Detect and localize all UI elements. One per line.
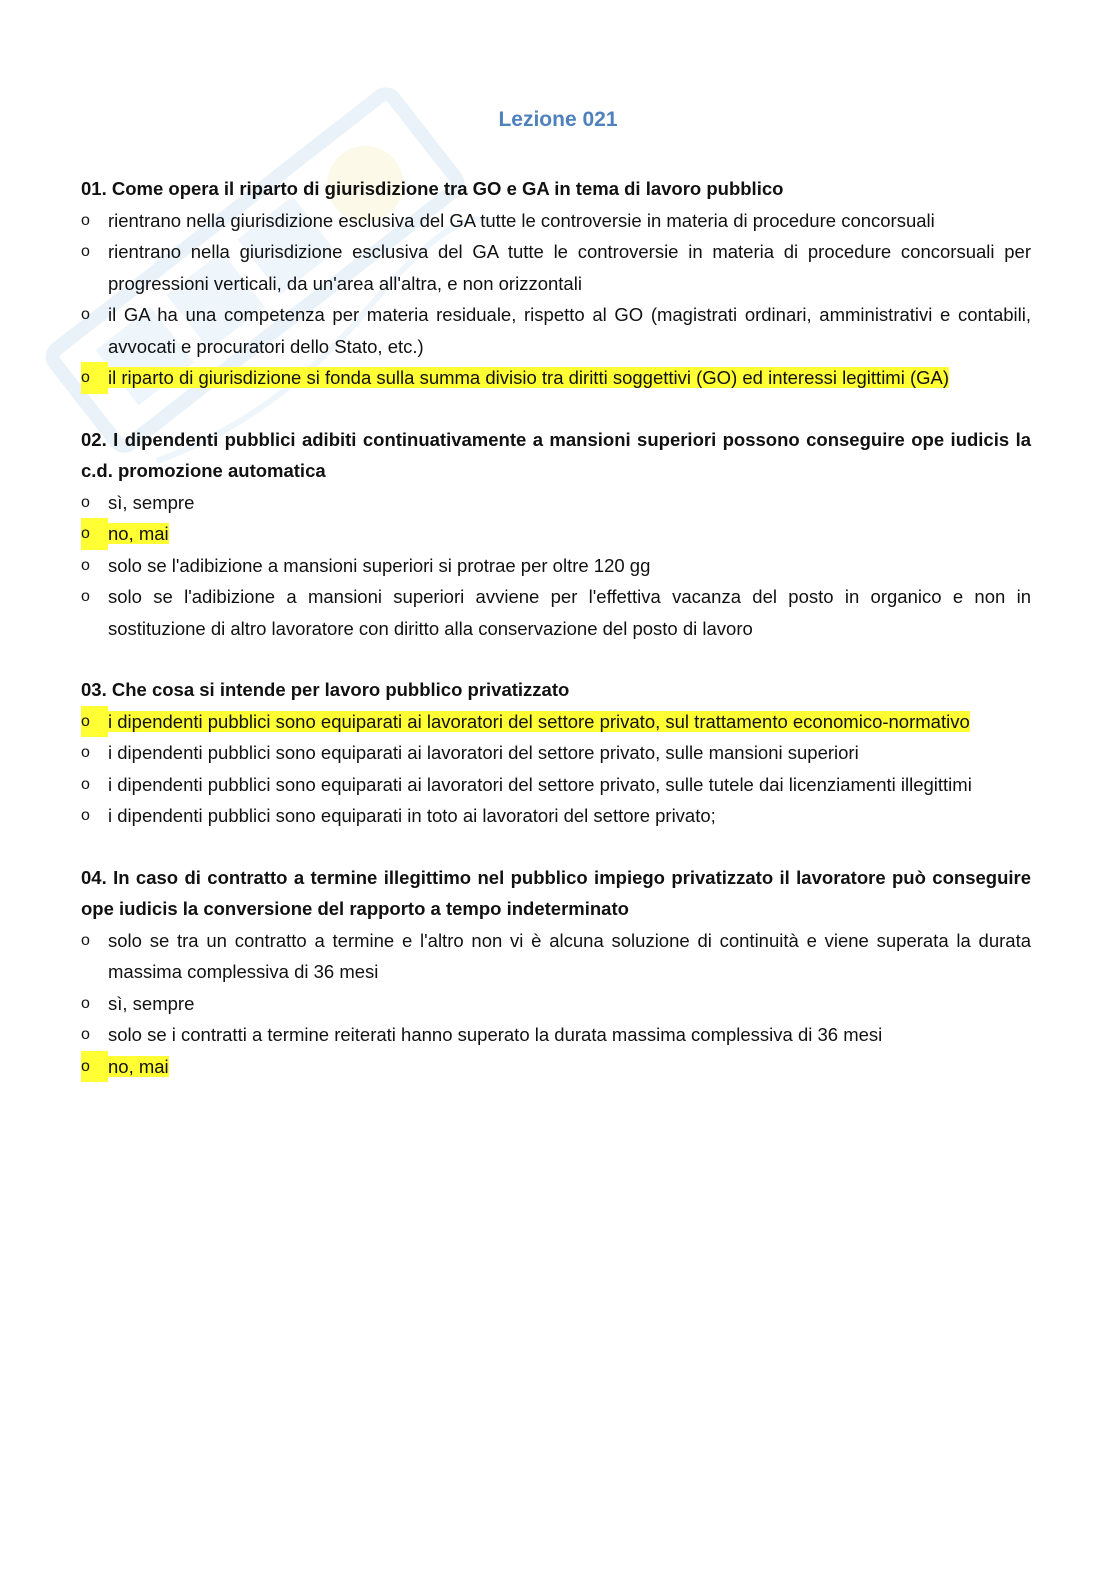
answer-option[interactable]: [81, 988, 1031, 1020]
bullet-circle-icon: o: [81, 556, 90, 574]
question-text: 04. In caso di contratto a termine illegittimo nel pubblico impiego privatizzato il lavoratore può conseguire ope iudicis la conversione del rapporto a tempo indeterminato: [81, 866, 1031, 919]
answer-text: rientrano nella giurisdizione esclusiva del GA tutte le controversie in materia di procedure concorsuali per progressioni verticali, da un'area all'altra, e non orizzontali: [108, 241, 1031, 294]
bullet-circle-icon: o: [81, 588, 90, 605]
answer-text: solo se tra un contratto a termine e l'altro non vi è alcuna soluzione di continuità e viene superata la durata massima complessiva di 36 mesi: [108, 929, 1031, 982]
answer-text: i dipendenti pubblici sono equiparati in toto ai lavoratori del settore privato;: [108, 805, 716, 826]
answer-option[interactable]: [81, 236, 1031, 299]
bullet-circle-icon: o: [81, 931, 90, 949]
answer-option[interactable]: [81, 800, 1031, 832]
quiz-content: [81, 173, 1031, 1112]
bullet-circle-icon: o: [81, 994, 90, 1012]
answer-option[interactable]: [81, 925, 1031, 988]
question-1: [81, 173, 1031, 394]
bullet-circle-icon: o: [81, 1026, 90, 1043]
page-title: Lezione 021: [498, 108, 618, 131]
bullet-circle-icon: o: [81, 807, 90, 824]
answer-text: no, mai: [108, 523, 169, 544]
answer-option[interactable]: [81, 487, 1031, 519]
question-text: 03. Che cosa si intende per lavoro pubblico privatizzato: [81, 679, 570, 700]
answer-text: solo se l'adibizione a mansioni superiori avviene per l'effettiva vacanza del posto in organico e non in sostituzione di altro lavoratore con diritto alla conservazione del posto di lavoro: [108, 586, 1031, 639]
question-text: 01. Come opera il riparto di giurisdizione tra GO e GA in tema di lavoro pubblico: [81, 178, 784, 199]
answer-option[interactable]: [81, 550, 1031, 582]
answer-option-correct[interactable]: [81, 362, 1031, 394]
answer-text: solo se i contratti a termine reiterati hanno superato la durata massima complessiva di 36 mesi: [108, 1024, 883, 1045]
question-4: [81, 862, 1031, 1083]
answer-text: sì, sempre: [108, 992, 195, 1014]
answer-option[interactable]: [81, 737, 1031, 769]
answer-option-correct[interactable]: [81, 706, 1031, 738]
question-3: [81, 674, 1031, 832]
answer-text: rientrano nella giurisdizione esclusiva del GA tutte le controversie in materia di procedure concorsuali: [108, 209, 935, 231]
bullet-circle-icon: o: [81, 744, 90, 761]
answer-text: solo se l'adibizione a mansioni superiori si protrae per oltre 120 gg: [108, 554, 651, 576]
question-2: [81, 424, 1031, 645]
answer-text: il GA ha una competenza per materia residuale, rispetto al GO (magistrati ordinari, amministrativi e contabili, avvocati e procuratori dello Stato, etc.): [108, 304, 1031, 357]
answer-text: i dipendenti pubblici sono equiparati ai lavoratori del settore privato, sul trattamento economico-normativo: [108, 710, 970, 732]
answer-option-correct[interactable]: [81, 1051, 1031, 1083]
bullet-circle-icon: o: [81, 306, 90, 323]
answer-text: i dipendenti pubblici sono equiparati ai lavoratori del settore privato, sulle mansioni superiori: [108, 742, 859, 763]
answer-option[interactable]: [81, 769, 1031, 801]
answer-text: il riparto di giurisdizione si fonda sulla summa divisio tra diritti soggettivi (GO) ed interessi legittimi (GA): [108, 367, 950, 388]
bullet-circle-icon: o: [81, 211, 90, 229]
bullet-circle-icon: o: [81, 1051, 108, 1083]
answer-option[interactable]: [81, 1019, 1031, 1051]
answer-option-correct[interactable]: [81, 518, 1031, 550]
bullet-circle-icon: o: [81, 362, 108, 394]
answer-option[interactable]: [81, 299, 1031, 362]
bullet-circle-icon: o: [81, 493, 90, 511]
bullet-circle-icon: o: [81, 706, 108, 738]
bullet-circle-icon: o: [81, 243, 90, 260]
answer-text: i dipendenti pubblici sono equiparati ai lavoratori del settore privato, sulle tutele dai licenziamenti illegittimi: [108, 773, 972, 795]
bullet-circle-icon: o: [81, 518, 108, 550]
question-text: 02. I dipendenti pubblici adibiti continuativamente a mansioni superiori possono conseguire ope iudicis la c.d. promozione automatica: [81, 428, 1031, 481]
answer-option[interactable]: [81, 581, 1031, 644]
answer-text: no, mai: [108, 1055, 169, 1077]
answer-text: sì, sempre: [108, 491, 195, 513]
answer-option[interactable]: [81, 205, 1031, 237]
bullet-circle-icon: o: [81, 775, 90, 793]
